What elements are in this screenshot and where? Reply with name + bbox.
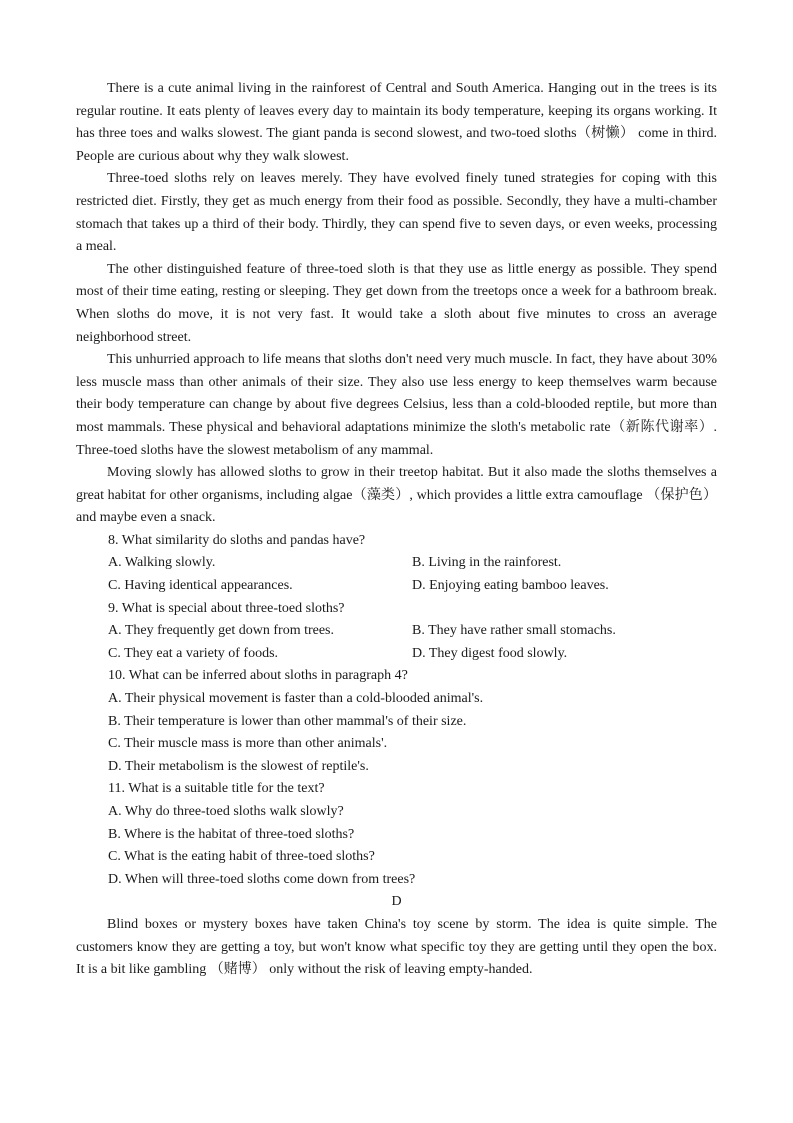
option-a: A. Their physical movement is faster than a cold-blooded animal's. xyxy=(108,691,484,707)
option-d: D. They digest food slowly. xyxy=(412,645,568,661)
question-9 xyxy=(76,598,717,666)
question-stem: 9. What is special about three-toed sloths? xyxy=(108,600,345,616)
option-d: D. Their metabolism is the slowest of reptile's. xyxy=(108,758,369,774)
question-8 xyxy=(76,530,717,598)
option-c: C. They eat a variety of foods. xyxy=(108,645,279,661)
question-10 xyxy=(76,665,717,778)
question-stem: 11. What is a suitable title for the text? xyxy=(108,781,325,797)
document-content xyxy=(76,78,717,982)
passage-c xyxy=(76,78,717,530)
option-b: B. Their temperature is lower than other mammal's of their size. xyxy=(108,713,467,729)
option-d: D. Enjoying eating bamboo leaves. xyxy=(412,578,609,594)
question-11 xyxy=(76,778,717,891)
option-b: B. Living in the rainforest. xyxy=(412,555,562,571)
question-stem: 10. What can be inferred about sloths in paragraph 4? xyxy=(108,668,408,684)
option-a: A. Why do three-toed sloths walk slowly? xyxy=(108,804,344,819)
option-b: B. They have rather small stomachs. xyxy=(412,623,616,639)
option-d: D. When will three-toed sloths come down from trees? xyxy=(108,871,416,887)
option-c: C. Their muscle mass is more than other animals'. xyxy=(108,736,388,752)
passage-c-paragraph-4: This unhurried approach to life means that sloths don't need very much muscle. In fact, they have about 30% less muscle mass than other animals of their size. They also use less energy to keep themselves warm because their body temperature can change by about five degrees Celsius, less than a cold-blooded reptile, but more than most mammals. These physical and behavioral adaptations minimize the sloth's metabolic rate（新陈代谢率）. Three-toed sloths have the slowest metabolism of any mammal. xyxy=(76,352,717,458)
section-heading: D xyxy=(391,894,402,910)
question-stem: 8. What similarity do sloths and pandas have? xyxy=(108,532,366,548)
option-c: C. What is the eating habit of three-toed sloths? xyxy=(108,849,375,865)
option-b: B. Where is the habitat of three-toed sloths? xyxy=(108,826,355,842)
option-a: A. Walking slowly. xyxy=(108,555,216,571)
option-a: A. They frequently get down from trees. xyxy=(108,623,335,639)
passage-d xyxy=(76,891,717,981)
passage-c-paragraph-1: There is a cute animal living in the rainforest of Central and South America. Hanging out in the trees is its regular routine. It eats plenty of leaves every day to maintain its body temperature, keeping its organs working. It has three toes and walks slowest. The giant panda is second slowest, and two-toed sloths（树懒） come in third. People are curious about why they walk slowest. xyxy=(76,81,717,164)
passage-c-paragraph-3: The other distinguished feature of three-toed sloth is that they use as little energy as possible. They spend most of their time eating, resting or sleeping. They get down from the treetops once a week for a bathroom break. When sloths do move, it is not very fast. It would take a sloth about five minutes to cross an average neighborhood street. xyxy=(76,261,717,345)
option-c: C. Having identical appearances. xyxy=(108,578,293,594)
passage-c-paragraph-2: Three-toed sloths rely on leaves merely. They have evolved finely tuned strategies for coping with this restricted diet. Firstly, they get as much energy from their food as possible. Secondly, they have a multi-chamber stomach that takes up a third of their body. Thirdly, they can spend five to seven days, or even weeks, processing a meal. xyxy=(76,171,717,255)
passage-c-paragraph-5: Moving slowly has allowed sloths to grow in their treetop habitat. But it also made the sloths themselves a great habitat for other organisms, including algae（藻类）, which provides a little extra camouflage （保护色） and maybe even a snack. xyxy=(76,465,717,526)
passage-d-paragraph-1: Blind boxes or mystery boxes have taken China's toy scene by storm. The idea is quite simple. The customers know they are getting a toy, but won't know what specific toy they are getting until they open the box. It is a bit like gambling （赌博） only without the risk of leaving empty-handed. xyxy=(76,916,717,978)
